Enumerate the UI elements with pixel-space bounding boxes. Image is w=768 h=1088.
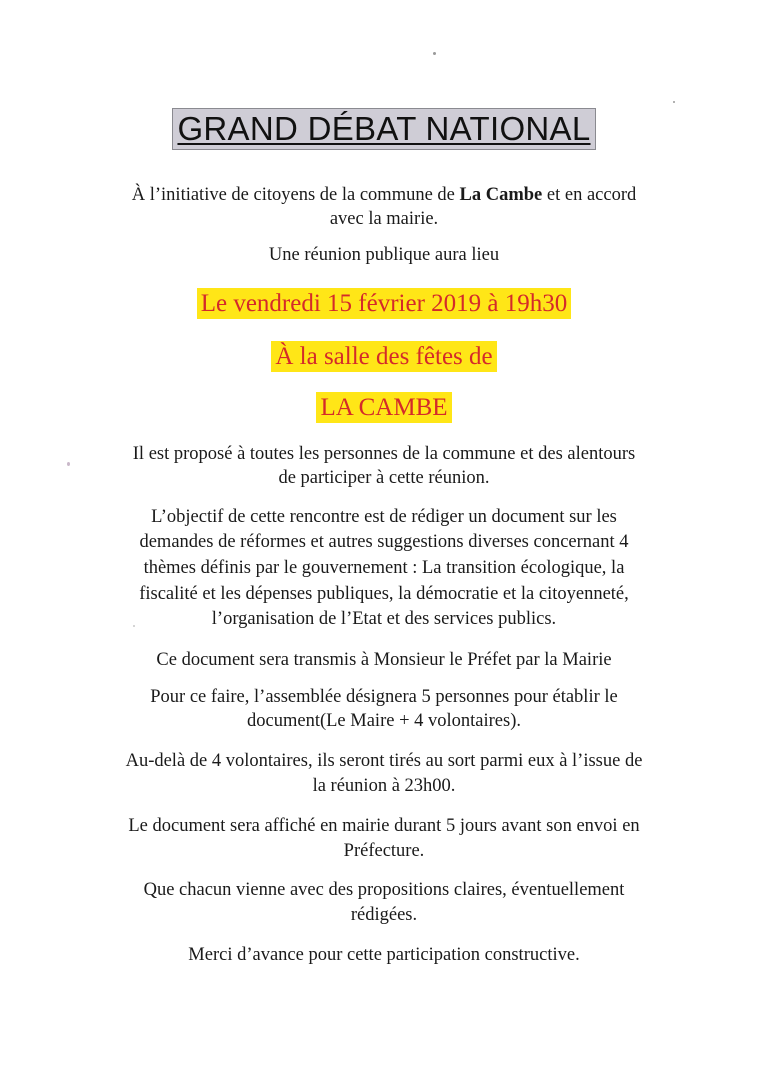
meeting-town: LA CAMBE: [316, 392, 451, 423]
place-highlight: [0, 341, 768, 372]
proposals-line: rédigées.: [350, 905, 418, 925]
town-highlight: [0, 392, 768, 423]
meeting-date: Le vendredi 15 février 2019 à 19h30: [197, 288, 572, 319]
display-line: Préfecture.: [343, 841, 425, 861]
commune-name: La Cambe: [459, 185, 543, 205]
intro-text: À l’initiative de citoyens de la commune de: [131, 185, 460, 205]
invite-line: de participer à cette réunion.: [278, 468, 490, 488]
display-line: Le document sera affiché en mairie durant 5 jours avant son envoi en: [128, 816, 640, 836]
objective-line: thèmes définis par le gouvernement : La transition écologique, la: [143, 558, 625, 578]
transmission-line: Ce document sera transmis à Monsieur le Préfet par la Mairie: [156, 650, 612, 670]
intro-text: et en accord: [542, 185, 637, 205]
invite-line: Il est proposé à toutes les personnes de la commune et des alentours: [132, 444, 636, 464]
objective-line: fiscalité et les dépenses publiques, la démocratie et la citoyenneté,: [139, 584, 629, 604]
scan-speck: [673, 101, 675, 103]
announcement-line: Une réunion publique aura lieu: [268, 245, 500, 265]
date-highlight: [0, 288, 768, 319]
proposals-line: Que chacun vienne avec des propositions claires, éventuellement: [143, 880, 625, 900]
scan-speck: [433, 52, 436, 55]
assembly-line: Pour ce faire, l’assemblée désignera 5 personnes pour établir le: [150, 687, 618, 707]
meeting-place: À la salle des fêtes de: [271, 341, 496, 372]
assembly-line: document(Le Maire + 4 volontaires).: [247, 711, 521, 731]
intro-line-1: [0, 184, 768, 207]
objective-line: demandes de réformes et autres suggestions diverses concernant 4: [139, 532, 629, 552]
draw-line: Au-delà de 4 volontaires, ils seront tirés au sort parmi eux à l’issue de: [125, 751, 643, 771]
intro-line-2: avec la mairie.: [329, 209, 439, 229]
document-title: GRAND DÉBAT NATIONAL: [172, 108, 595, 150]
objective-line: l’organisation de l’Etat et des services publics.: [211, 609, 557, 629]
draw-line: la réunion à 23h00.: [312, 776, 456, 796]
objective-line: L’objectif de cette rencontre est de rédiger un document sur les: [151, 507, 617, 527]
thanks-line: Merci d’avance pour cette participation constructive.: [188, 945, 580, 965]
title-block: [0, 108, 768, 150]
